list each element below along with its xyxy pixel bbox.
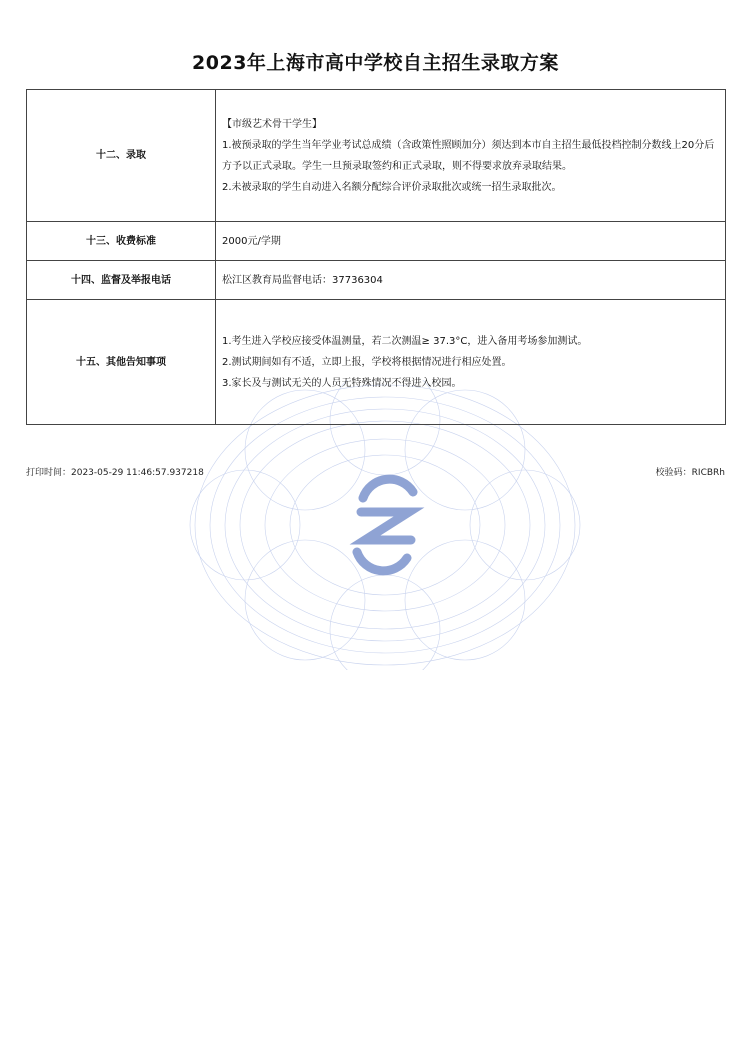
page-title: 2023年上海市高中学校自主招生录取方案	[192, 52, 559, 74]
row-label: 十二、录取	[27, 90, 216, 222]
check-code: 校验码：RICBRh	[655, 468, 725, 478]
table-row	[27, 90, 726, 222]
table-row	[27, 261, 726, 300]
row-content	[216, 222, 726, 261]
row-label: 十三、收费标准	[27, 222, 216, 261]
row-content	[216, 300, 726, 425]
row-content	[216, 90, 726, 222]
row-content	[216, 261, 726, 300]
print-time: 打印时间：2023-05-29 11:46:57.937218	[26, 468, 204, 478]
row-label: 十四、监督及举报电话	[27, 261, 216, 300]
content-line: 【市级艺术骨干学生】	[222, 118, 322, 130]
content-line: 2.测试期间如有不适，立即上报，学校将根据情况进行相应处置。	[222, 356, 512, 368]
row-label: 十五、其他告知事项	[27, 300, 216, 425]
content-line: 2000元/学期	[222, 235, 281, 247]
content-line: 1.被预录取的学生当年学业考试总成绩（含政策性照顾加分）须达到本市自主招生最低投档控制分数线上20分后方予以正式录取。学生一旦预录取签约和正式录取，则不得要求放弃录取结果。	[222, 139, 715, 172]
table-row	[27, 300, 726, 425]
content-line: 1.考生进入学校应接受体温测量，若二次测温≥ 37.3°C，进入备用考场参加测试。	[222, 335, 588, 347]
content-line: 3.家长及与测试无关的人员无特殊情况不得进入校园。	[222, 377, 462, 389]
admission-plan-table	[26, 89, 726, 425]
table-row	[27, 222, 726, 261]
content-line: 2.未被录取的学生自动进入名额分配综合评价录取批次或统一招生录取批次。	[222, 181, 562, 193]
content-line: 松江区教育局监督电话：37736304	[222, 274, 383, 286]
